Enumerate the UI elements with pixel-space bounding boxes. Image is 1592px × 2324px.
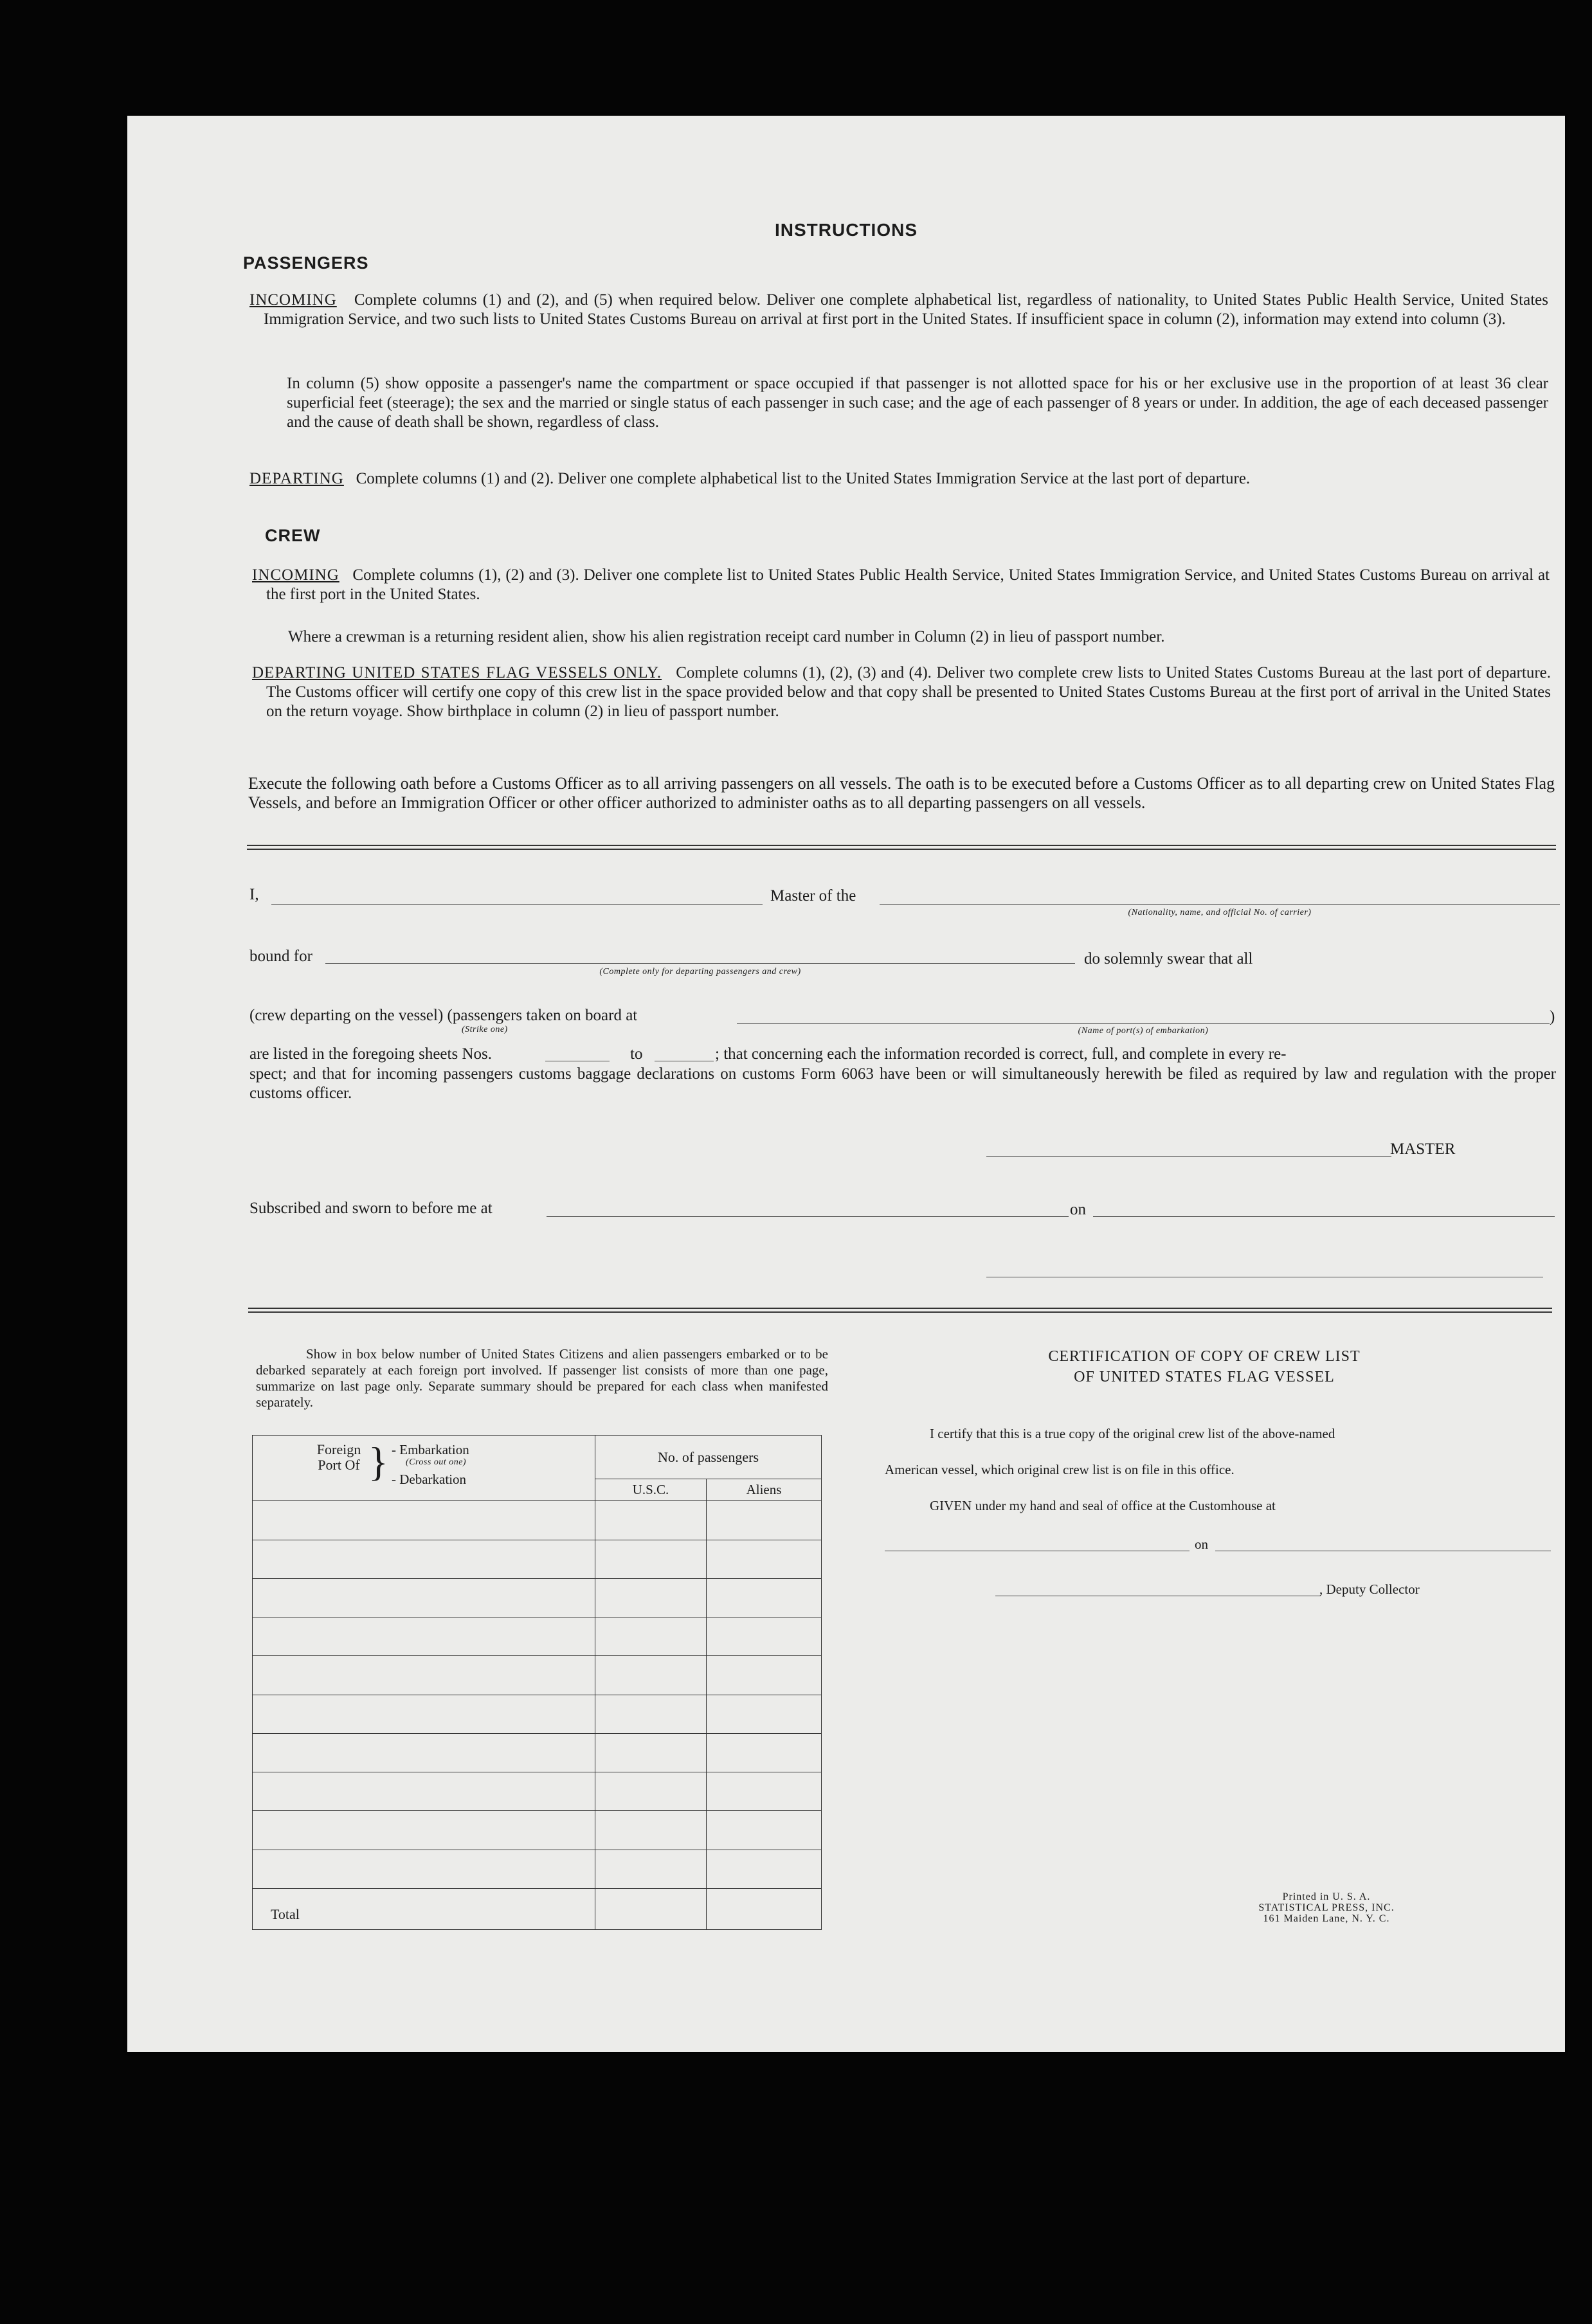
sheets-to-label: to [630,1045,643,1063]
swear-label: do solemnly swear that all [1084,950,1253,968]
divider-lower-2 [248,1311,1552,1313]
subscribed-on-label: on [1070,1201,1086,1218]
aliens-cell[interactable] [707,1850,822,1888]
usc-cell[interactable] [595,1617,707,1656]
aliens-cell[interactable] [707,1656,822,1695]
usc-cell[interactable] [595,1501,707,1540]
vessel-line[interactable] [880,904,1560,905]
port-header-cell [253,1436,595,1501]
oath-i-label: I, [249,886,259,903]
port-cell[interactable] [253,1733,595,1772]
usc-cell[interactable] [595,1850,707,1888]
port-cell[interactable] [253,1656,595,1695]
divider-upper-1 [247,845,1556,846]
certification-on-label: on [1195,1536,1208,1552]
bound-for-caption: (Complete only for departing passengers and crew) [599,967,801,977]
passengers-departing-text: Complete columns (1) and (2). Deliver one complete alphabetical list to the United States Immigration Service at the last port of departure. [356,470,1251,487]
passengers-departing-paragraph [249,469,1548,489]
aliens-cell[interactable] [707,1501,822,1540]
usc-cell[interactable] [595,1811,707,1850]
usc-cell[interactable] [595,1695,707,1733]
crew-incoming-label: INCOMING [252,566,339,584]
aliens-cell[interactable] [707,1811,822,1850]
usc-cell[interactable] [595,1656,707,1695]
crew-incoming-paragraph [252,566,1550,604]
summary-instructions: Show in box below number of United States Citizens and alien passengers embarked or to be debarked separately at each foreign port involved. If passenger list consists of more than one page, summarize on last page only. Separate summary should be prepared for each class when manifested separately. [256,1346,828,1410]
divider-lower-1 [248,1308,1552,1309]
deputy-collector-label: , Deputy Collector [1319,1581,1420,1597]
printer-line1: Printed in U. S. A. [1282,1891,1371,1902]
aliens-total-cell[interactable] [707,1888,822,1929]
aliens-cell[interactable] [707,1733,822,1772]
passenger-summary-table [252,1435,822,1930]
crew-departing-label: DEPARTING UNITED STATES FLAG VESSELS ONLY. [252,664,662,681]
master-of-label: Master of the [770,887,856,905]
no-passengers-header: No. of passengers [595,1436,822,1479]
passengers-incoming-text: Complete columns (1) and (2), and (5) when required below. Deliver one complete alphabetical list, regardless of nationality, to United States Public Health Service, United States Immigration Service, and two such lists to United States Customs Bureau on arrival at first port in the United States. If insufficient space in column (2), information may extend into column (3). [264,291,1548,328]
sheets-statement: ; that concerning each the information recorded is correct, full, and complete in every re- [715,1045,1287,1063]
port-cell[interactable] [253,1501,595,1540]
port-cell[interactable] [253,1617,595,1656]
page-title: INSTRUCTIONS [775,220,918,240]
passengers-heading: PASSENGERS [243,253,369,273]
vessel-caption: (Nationality, name, and official No. of carrier) [1128,908,1312,917]
certification-title [931,1346,1478,1387]
printer-line3: 161 Maiden Lane, N. Y. C. [1263,1913,1390,1924]
subscribed-date-line[interactable] [1093,1216,1555,1217]
printer-line2: STATISTICAL PRESS, INC. [1258,1902,1395,1913]
given-text: GIVEN under my hand and seal of office at the Customhouse at [930,1498,1276,1513]
brace-icon: } [368,1439,388,1484]
aliens-header: Aliens [707,1479,822,1501]
usc-cell[interactable] [595,1772,707,1811]
subscribed-label: Subscribed and sworn to before me at [249,1200,493,1217]
certification-title-line2: OF UNITED STATES FLAG VESSEL [1074,1369,1335,1385]
crew-resident-paragraph: Where a crewman is a returning resident alien, show his alien registration receipt card number in Column (2) in lieu of passport number. [288,628,1165,645]
port-cell[interactable] [253,1578,595,1617]
baggage-statement: spect; and that for incoming passengers customs baggage declarations on customs Form 6063 have been or will simultaneously herewith be filed as required by law and regulation with the proper customs officer. [249,1065,1556,1102]
usc-cell[interactable] [595,1540,707,1578]
port-cell[interactable] [253,1695,595,1733]
total-label: Total [253,1888,595,1929]
port-cell[interactable] [253,1811,595,1850]
crew-departing-paragraph [252,663,1551,721]
certify-text-b: American vessel, which original crew list is on file in this office. [885,1462,1235,1477]
usc-cell[interactable] [595,1578,707,1617]
usc-total-cell[interactable] [595,1888,707,1929]
passengers-departing-label: DEPARTING [249,470,344,487]
crew-incoming-text: Complete columns (1), (2) and (3). Deliver one complete list to United States Public Health Service, United States Immigration Service, and United States Customs Bureau on arrival at the first port in the United States. [266,566,1550,603]
aliens-cell[interactable] [707,1578,822,1617]
oath-instructions: Execute the following oath before a Customs Officer as to all arriving passengers on all vessels. The oath is to be executed before a Customs Officer as to all departing crew on United States Flag Vessels, and before an Immigration Officer or other officer authorized to administer oaths as to all departing passengers on all vessels. [248,774,1555,812]
port-cell[interactable] [253,1850,595,1888]
subscribed-place-line[interactable] [547,1216,1069,1217]
crew-departing-choice: (crew departing on the vessel) (passengers taken on board at [249,1007,638,1024]
master-signature-line[interactable] [986,1156,1391,1157]
certify-text-a: I certify that this is a true copy of the original crew list of the above-named [930,1426,1335,1441]
embarkation-port-line[interactable] [737,1023,1550,1024]
cross-out-caption: (Cross out one) [406,1457,467,1467]
foreign-port-label: Foreign Port Of [316,1441,361,1473]
divider-upper-2 [247,849,1556,850]
port-cell[interactable] [253,1772,595,1811]
embarkation-option[interactable]: - Embarkation [392,1442,469,1457]
crew-heading: CREW [265,526,321,545]
sheets-label: are listed in the foregoing sheets Nos. [249,1045,492,1063]
aliens-cell[interactable] [707,1772,822,1811]
crew-departing-text: Complete columns (1), (2), (3) and (4). Deliver two complete crew lists to United States Customs Bureau at the last port of departure. The Customs officer will certify one copy of this crew list in the space provided below and that copy shall be presented to United States Customs Bureau at the first port of arrival in the United States on the return voyage. Show birthplace in column (2) in lieu of passport number. [266,664,1551,720]
aliens-cell[interactable] [707,1540,822,1578]
usc-header: U.S.C. [595,1479,707,1501]
master-name-line[interactable] [271,904,763,905]
printer-imprint [1220,1891,1433,1924]
usc-cell[interactable] [595,1733,707,1772]
column5-paragraph: In column (5) show opposite a passenger's name the compartment or space occupied if that passenger is not allotted space for his or her exclusive use in the proportion of at least 36 clear superficial feet (steerage); the sex and the married or single status of each passenger in such case; and the age of each passenger of 8 years or under. In addition, the age of each deceased passenger and the cause of death shall be shown, regardless of class. [287,375,1548,431]
aliens-cell[interactable] [707,1617,822,1656]
passengers-incoming-label: INCOMING [249,291,337,309]
debarkation-option[interactable]: - Debarkation [392,1472,467,1487]
form-sheet [127,116,1565,2052]
aliens-cell[interactable] [707,1695,822,1733]
embarkation-port-caption: (Name of port(s) of embarkation) [1078,1026,1209,1036]
bound-for-label: bound for [249,948,312,965]
certification-title-line1: CERTIFICATION OF COPY OF CREW LIST [1048,1348,1361,1365]
strike-one-caption: (Strike one) [462,1025,508,1034]
passengers-incoming-paragraph [249,291,1548,329]
master-label: MASTER [1390,1140,1456,1158]
port-cell[interactable] [253,1540,595,1578]
close-paren: ) [1550,1008,1555,1025]
